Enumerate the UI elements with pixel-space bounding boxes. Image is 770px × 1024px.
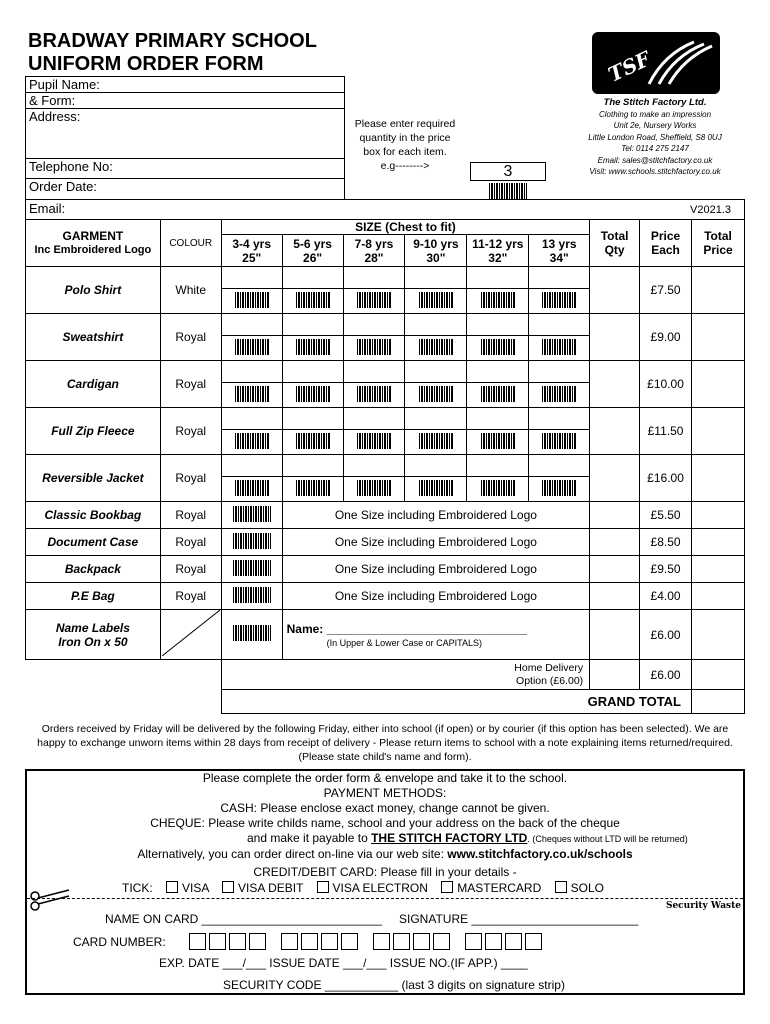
size-col: 3-4 yrs 25" [221, 235, 282, 267]
barcode-icon [357, 339, 391, 355]
garment-name: Classic Bookbag [26, 502, 161, 529]
size-qty-cell[interactable] [529, 314, 590, 336]
delivery-total[interactable] [692, 660, 745, 690]
pupil-name-field[interactable]: Pupil Name: [26, 77, 344, 93]
size-qty-cell[interactable] [282, 361, 343, 383]
table-row [26, 408, 745, 430]
barcode-icon [542, 480, 576, 496]
order-table [25, 219, 745, 714]
barcode-icon [296, 480, 330, 496]
barcode-icon [296, 339, 330, 355]
size-note: One Size including Embroidered Logo [282, 583, 590, 610]
grand-total-row [26, 690, 745, 714]
total-price-cell[interactable] [692, 529, 745, 556]
price-each: £7.50 [640, 267, 692, 314]
size-qty-cell[interactable] [529, 455, 590, 477]
size-qty-cell[interactable] [282, 408, 343, 430]
table-row [26, 583, 745, 610]
size-qty-cell[interactable] [467, 314, 529, 336]
size-col: 5-6 yrs 26" [282, 235, 343, 267]
size-qty-cell[interactable] [221, 408, 282, 430]
order-date-field[interactable]: Order Date: [29, 179, 97, 194]
card-digit-box[interactable] [505, 933, 522, 950]
barcode-icon [419, 292, 453, 308]
card-digit-box[interactable] [413, 933, 430, 950]
security-code-field[interactable]: SECURITY CODE ___________ (last 3 digits on signature strip) [223, 978, 565, 992]
card-type-row: TICK: VISA VISA DEBIT VISA ELECTRON MASTERCARD SOLO [122, 881, 604, 895]
delivery-row: Home Delivery Option (£6.00) £6.00 [26, 660, 745, 690]
garment-name: Cardigan [26, 361, 161, 408]
expiry-issue-field[interactable]: EXP. DATE ___/___ ISSUE DATE ___/___ ISSUE NO.(IF APP.) ____ [159, 956, 528, 970]
barcode-icon [357, 292, 391, 308]
size-qty-cell[interactable] [343, 455, 405, 477]
qty-cell[interactable] [590, 529, 640, 556]
barcode-icon [357, 386, 391, 402]
form-title: BRADWAY PRIMARY SCHOOL UNIFORM ORDER FORM [28, 30, 317, 75]
card-digit-box[interactable] [373, 933, 390, 950]
card-digit-box[interactable] [393, 933, 410, 950]
price-each: £4.00 [640, 583, 692, 610]
size-col: 9-10 yrs 30" [405, 235, 467, 267]
qty-cell[interactable] [590, 455, 640, 502]
price-each: £10.00 [640, 361, 692, 408]
garment-colour: Royal [160, 556, 221, 583]
total-price-cell[interactable] [692, 314, 745, 361]
table-row [26, 267, 745, 289]
table-row [26, 529, 745, 556]
qty-cell[interactable] [590, 408, 640, 455]
price-each: £5.50 [640, 502, 692, 529]
barcode-icon [235, 292, 269, 308]
payment-section: Please complete the order form & envelope and take it to the school. PAYMENT METHODS: CASH: Please enclose exact money, change cannot be given. CHEQUE: Please write childs name, school and your address on the back of the cheque and make it payable to THE STITCH FACTORY LTD. (Cheques without LTD will be returned) Alternatively, you can order direct on-line via our web site: www.stitchfactory.co.uk/schools CREDIT/DEBIT CARD: Please fill in your details - TICK: VISA VISA DEBIT VISA ELECTRON MASTERCARD SOLO Security Waste NAME ON CARD ___________________________ SIGNATURE _________________________ CARD NUMBER: EXP. DATE ___/___ ISSUE DATE ___/___ ISSUE NO.(IF APP.) ____ SECURITY CODE ___________ (last 3 digits on signature strip) [25, 769, 745, 995]
qty-cell[interactable] [590, 583, 640, 610]
barcode-icon [357, 433, 391, 449]
garment-colour: Royal [160, 529, 221, 556]
card-number-row: CARD NUMBER: [73, 933, 557, 950]
price-each: £16.00 [640, 455, 692, 502]
size-qty-cell[interactable] [343, 267, 405, 289]
barcode-icon [233, 506, 271, 522]
name-on-card-field[interactable]: NAME ON CARD ___________________________ [105, 912, 382, 926]
cut-line [27, 898, 743, 899]
size-col: 11-12 yrs 32" [467, 235, 529, 267]
card-digit-box[interactable] [433, 933, 450, 950]
garment-name: Document Case [26, 529, 161, 556]
grand-total-label: GRAND TOTAL [221, 690, 691, 714]
card-digit-box[interactable] [189, 933, 206, 950]
mastercard-checkbox[interactable] [441, 881, 453, 893]
logo-text: TSF [604, 46, 655, 87]
size-col: 7-8 yrs 28" [343, 235, 405, 267]
visa-debit-checkbox[interactable] [222, 881, 234, 893]
barcode-icon [296, 433, 330, 449]
delivery-price: £6.00 [640, 660, 692, 690]
garment-header: GARMENT Inc Embroidered Logo [26, 220, 161, 267]
barcode-icon [489, 183, 527, 199]
size-qty-cell[interactable] [221, 314, 282, 336]
company-details: The Stitch Factory Ltd. Clothing to make an impression Unit 2e, Nursery Works Little London Road, Sheffield, S8 0UJ Tel: 0114 275 2147 Email: sales@stitchfactory.co.uk Visit: www.schools.stitchfactory.co.uk [588, 97, 722, 176]
garment-colour: Royal [160, 583, 221, 610]
barcode-icon [542, 339, 576, 355]
barcode-icon [542, 433, 576, 449]
visa-checkbox[interactable] [166, 881, 178, 893]
barcode-icon [419, 386, 453, 402]
size-qty-cell[interactable] [529, 267, 590, 289]
total-price-cell[interactable] [692, 408, 745, 455]
size-qty-cell[interactable] [467, 361, 529, 383]
delivery-qty[interactable] [590, 660, 640, 690]
barcode-icon [419, 480, 453, 496]
version-label: V2021.3 [690, 204, 731, 216]
size-qty-cell[interactable] [529, 408, 590, 430]
garment-name: Name Labels Iron On x 50 [26, 610, 161, 660]
barcode-icon [481, 386, 515, 402]
grand-total-cell[interactable] [692, 690, 745, 714]
size-qty-cell[interactable] [405, 408, 467, 430]
barcode-icon [235, 433, 269, 449]
size-qty-cell[interactable] [343, 361, 405, 383]
table-row [26, 314, 745, 336]
table-row [26, 502, 745, 529]
visa-electron-checkbox[interactable] [317, 881, 329, 893]
size-qty-cell[interactable] [282, 314, 343, 336]
total-price-cell[interactable] [692, 610, 745, 660]
barcode-icon [233, 625, 271, 641]
barcode-icon [235, 480, 269, 496]
size-qty-cell[interactable] [221, 267, 282, 289]
table-row [26, 556, 745, 583]
delivery-note: Orders received by Friday will be delivered by the following Friday, either into school (if open) or by courier (if this option has been selected). We are happy to exchange unworn items within 28 days from receipt of delivery - Please return items to school with a note explaining items returned/required.(Please state child's name and form). [37, 723, 733, 763]
total-price-cell[interactable] [692, 361, 745, 408]
colour-header: COLOUR [160, 220, 221, 267]
barcode-icon [481, 480, 515, 496]
card-digit-box[interactable] [465, 933, 482, 950]
barcode-icon [357, 480, 391, 496]
price-each: £9.50 [640, 556, 692, 583]
total-price-cell[interactable] [692, 267, 745, 314]
barcode-icon [481, 433, 515, 449]
size-note: One Size including Embroidered Logo [282, 529, 590, 556]
example-quantity: 3 [470, 162, 546, 181]
size-qty-cell[interactable] [467, 455, 529, 477]
barcode-icon [296, 292, 330, 308]
barcode-icon [235, 386, 269, 402]
card-digit-box[interactable] [525, 933, 542, 950]
solo-checkbox[interactable] [555, 881, 567, 893]
size-qty-cell[interactable] [221, 455, 282, 477]
garment-colour: Royal [160, 408, 221, 455]
barcode-icon [481, 292, 515, 308]
card-digit-box[interactable] [249, 933, 266, 950]
qty-cell[interactable] [590, 502, 640, 529]
garment-name: Reversible Jacket [26, 455, 161, 502]
signature-field[interactable]: SIGNATURE _________________________ [399, 912, 639, 926]
size-qty-cell[interactable] [467, 267, 529, 289]
size-note: One Size including Embroidered Logo [282, 556, 590, 583]
size-header: SIZE (Chest to fit) [221, 220, 589, 235]
table-row [26, 361, 745, 383]
barcode-icon [542, 386, 576, 402]
table-row [26, 455, 745, 477]
size-qty-cell[interactable] [282, 455, 343, 477]
garment-name: Backpack [26, 556, 161, 583]
email-field[interactable]: Email: [25, 199, 745, 219]
price-each: £9.00 [640, 314, 692, 361]
garment-colour: White [160, 267, 221, 314]
garment-colour: Royal [160, 361, 221, 408]
size-qty-cell[interactable] [343, 314, 405, 336]
company-logo [592, 32, 720, 94]
barcode-icon [233, 560, 271, 576]
size-qty-cell[interactable] [282, 267, 343, 289]
size-col: 13 yrs 34" [529, 235, 590, 267]
card-digit-box[interactable] [321, 933, 338, 950]
total-qty-header: Total Qty [590, 220, 640, 267]
barcode-icon [542, 292, 576, 308]
card-digit-box[interactable] [485, 933, 502, 950]
garment-colour: Royal [160, 314, 221, 361]
price-each: £6.00 [640, 610, 692, 660]
barcode-icon [233, 533, 271, 549]
total-price-cell[interactable] [692, 455, 745, 502]
total-price-cell[interactable] [692, 502, 745, 529]
name-label-field[interactable]: Name: ______________________________ [286, 621, 527, 636]
size-qty-cell[interactable] [405, 267, 467, 289]
barcode-icon [419, 433, 453, 449]
price-each: £11.50 [640, 408, 692, 455]
total-price-cell[interactable] [692, 556, 745, 583]
total-price-header: Total Price [692, 220, 745, 267]
size-note: One Size including Embroidered Logo [282, 502, 590, 529]
card-digit-box[interactable] [341, 933, 358, 950]
garment-colour: Royal [160, 502, 221, 529]
card-digit-box[interactable] [301, 933, 318, 950]
card-digit-box[interactable] [229, 933, 246, 950]
total-price-cell[interactable] [692, 583, 745, 610]
qty-cell[interactable] [590, 314, 640, 361]
pupil-info-box [25, 76, 345, 200]
barcode-icon [235, 339, 269, 355]
garment-name: Sweatshirt [26, 314, 161, 361]
price-each-header: Price Each [640, 220, 692, 267]
garment-name: P.E Bag [26, 583, 161, 610]
size-qty-cell[interactable] [467, 408, 529, 430]
quantity-instructions: Please enter required quantity in the price box for each item. e.g--------> [354, 118, 456, 172]
table-row: Name Labels Iron On x 50 Name: ______________________________ (In Upper & Lower Case or CAPITALS) £6.00 [26, 610, 745, 660]
garment-name: Full Zip Fleece [26, 408, 161, 455]
size-qty-cell[interactable] [405, 314, 467, 336]
qty-cell[interactable] [590, 556, 640, 583]
size-qty-cell[interactable] [221, 361, 282, 383]
address-field[interactable]: Address: [26, 109, 344, 159]
garment-colour: Royal [160, 455, 221, 502]
garment-name: Polo Shirt [26, 267, 161, 314]
size-qty-cell[interactable] [405, 361, 467, 383]
qty-cell[interactable] [590, 361, 640, 408]
size-qty-cell[interactable] [405, 455, 467, 477]
size-qty-cell[interactable] [343, 408, 405, 430]
barcode-icon [419, 339, 453, 355]
barcode-icon [296, 386, 330, 402]
barcode-icon [233, 587, 271, 603]
card-digit-box[interactable] [281, 933, 298, 950]
size-qty-cell[interactable] [529, 361, 590, 383]
telephone-field[interactable]: Telephone No: [26, 159, 344, 179]
barcode-icon [481, 339, 515, 355]
scissors-icon [29, 888, 73, 915]
qty-cell[interactable] [590, 267, 640, 314]
colour-na [160, 610, 221, 660]
example-box [470, 162, 546, 204]
security-waste-label: Security Waste [665, 901, 741, 911]
card-digit-box[interactable] [209, 933, 226, 950]
price-each: £8.50 [640, 529, 692, 556]
qty-cell[interactable] [590, 610, 640, 660]
form-field[interactable]: & Form: [26, 93, 344, 109]
